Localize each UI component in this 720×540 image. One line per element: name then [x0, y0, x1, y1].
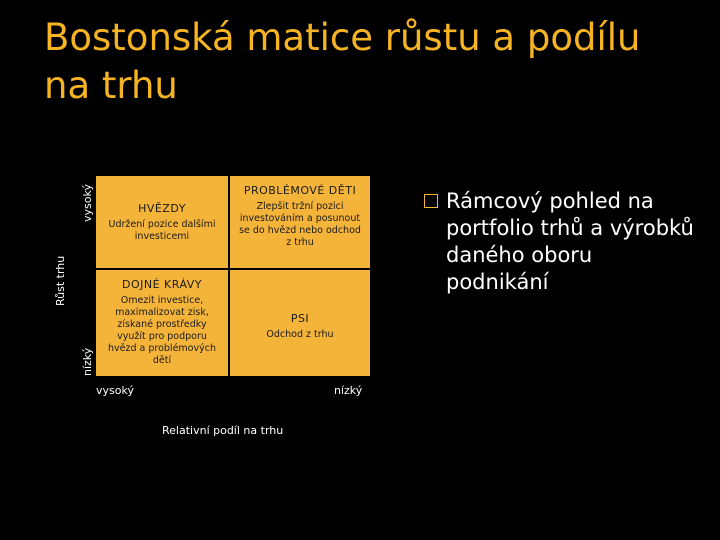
- quadrant-cash-cows: [96, 270, 228, 376]
- quadrant-cash-cows-title: DOJNÉ KRÁVY: [121, 278, 203, 291]
- y-axis-high-label: vysoký: [81, 184, 94, 222]
- x-axis-high-label: vysoký: [96, 384, 134, 397]
- bullet-square-icon: [424, 194, 438, 208]
- quadrant-dogs: [230, 270, 370, 376]
- quadrant-dogs-text: Odchod z trhu: [266, 329, 334, 340]
- quadrant-question-marks: [230, 176, 370, 268]
- quadrant-stars-title: HVĚZDY: [138, 202, 186, 215]
- quadrant-dogs-title: PSI: [290, 312, 310, 325]
- slide-title: Bostonská matice růstu a podílu na trhu: [44, 16, 641, 107]
- x-axis-low-label: nízký: [334, 384, 363, 397]
- quadrant-question-marks-text: Zlepšit tržní pozici investováním a posunout se do hvězd nebo odchod z trhu: [239, 201, 361, 248]
- bullet-point: [424, 188, 694, 296]
- y-axis-label: Růst trhu: [54, 255, 67, 306]
- y-axis-low-label: nízký: [81, 347, 94, 376]
- quadrant-question-marks-title: PROBLÉMOVÉ DĚTI: [243, 184, 357, 197]
- x-axis-label: Relativní podíl na trhu: [162, 424, 284, 437]
- bullet-text: Rámcový pohled na portfolio trhů a výrobků daného oboru podnikání: [446, 189, 694, 294]
- quadrant-stars: [96, 176, 228, 268]
- quadrant-stars-text: Udržení pozice dalšími investicemi: [108, 219, 216, 242]
- title-band: [0, 0, 720, 114]
- quadrant-cash-cows-text: Omezit investice, maximalizovat zisk, získané prostředky využít pro podporu hvězd a problémových dětí: [108, 295, 216, 366]
